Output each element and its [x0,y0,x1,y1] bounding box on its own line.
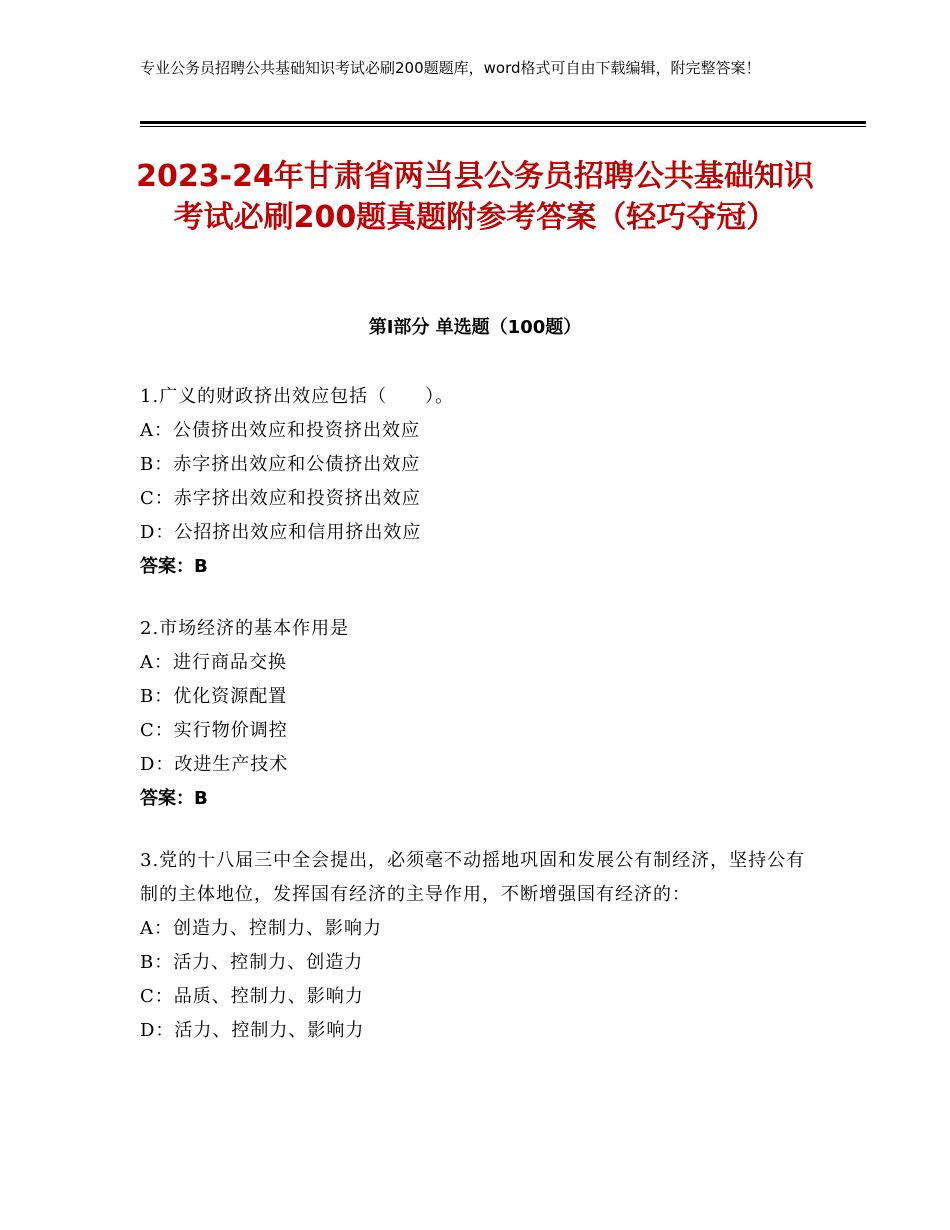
question-list [140,380,820,1076]
option-d: D：活力、控制力、影响力 [140,1020,365,1041]
option-a: A：进行商品交换 [140,652,287,673]
option-c: C：赤字挤出效应和投资挤出效应 [140,488,421,509]
option-b: B：赤字挤出效应和公债挤出效应 [140,454,421,475]
option-d: D：公招挤出效应和信用挤出效应 [140,522,422,543]
question-stem: 3.党的十八届三中全会提出，必须毫不动摇地巩固和发展公有制经济，坚持公有制的主体地位，发挥国有经济的主导作用，不断增强国有经济的： [140,850,806,905]
question-stem: 2.市场经济的基本作用是 [140,618,350,639]
header-note: 专业公务员招聘公共基础知识考试必刷200题题库，word格式可自由下载编辑，附完整答案！ [140,59,761,77]
option-b: B：活力、控制力、创造力 [140,952,364,973]
option-b: B：优化资源配置 [140,686,288,707]
option-d: D：改进生产技术 [140,754,289,775]
question-1 [140,380,820,584]
answer-label: 答案：B [140,556,208,577]
document-title: 2023-24年甘肃省两当县公务员招聘公共基础知识考试必刷200题真题附参考答案（轻巧夺冠） [136,159,814,235]
header-rule-thin [140,126,866,127]
question-2 [140,612,820,816]
header-rule-thick [140,121,866,124]
question-3 [140,844,820,1048]
answer-label: 答案：B [140,788,208,809]
option-c: C：品质、控制力、影响力 [140,986,364,1007]
section-title: 第Ⅰ部分 单选题（100题） [368,317,582,338]
question-stem: 1.广义的财政挤出效应包括（ ）。 [140,386,455,407]
option-c: C：实行物价调控 [140,720,288,741]
option-a: A：公债挤出效应和投资挤出效应 [140,420,420,441]
option-a: A：创造力、控制力、影响力 [140,918,382,939]
